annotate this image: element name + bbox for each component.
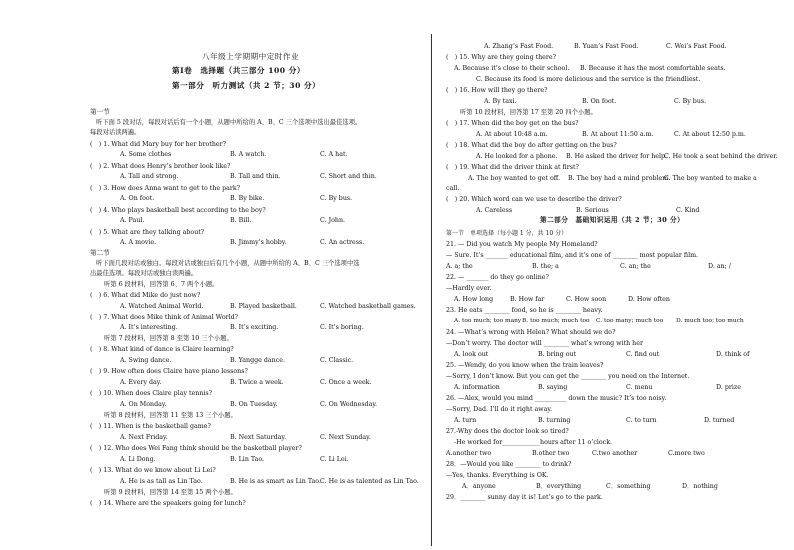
q13-option-c: C. He is as talented as Lin Tao.: [320, 478, 419, 485]
q14-option-a: A. Zhang’s Fast Food.: [484, 43, 554, 50]
question-2: ( ) 2. What does Henry’s brother look like?: [90, 163, 231, 170]
dialog-6-note: 听第 6 段材料，回答第 6、7 两个小题。: [104, 281, 219, 288]
q21-option-b: B. the; a: [532, 263, 559, 270]
q20-option-a: A. Careless: [476, 207, 513, 214]
q25-option-b: B. saying: [538, 384, 568, 391]
q9-option-b: B. Twice a week.: [230, 379, 284, 386]
question-14: ( ) 14. Where are the speakers going for lunch?: [90, 500, 246, 507]
q14-option-c: C. Wei’s Fast Food.: [666, 43, 727, 50]
q23-option-c: C. too many; much too: [596, 318, 664, 324]
q22-option-c: C. How soon: [566, 296, 607, 303]
q15-option-c: C. Because its food is more delicious and the service is the friendliest.: [476, 76, 701, 83]
q27-option-c: C.two another: [592, 450, 638, 457]
q22-option-d: D. How often: [628, 296, 670, 303]
question-8: ( ) 8. What kind of dance is Claire learning?: [90, 346, 234, 353]
question-23: 23. He eats ________ food, so he is ________ heavy.: [446, 307, 603, 314]
question-21: 21. — Did you watch My people My Homeland?: [446, 241, 598, 248]
question-26-line2: —Sorry, Dad. I’ll do it right away.: [446, 406, 553, 413]
q17-option-a: A. At about 10:48 a.m.: [476, 131, 548, 138]
question-3: ( ) 3. How does Anna want to get to the park?: [90, 185, 241, 192]
q17-option-c: C. At about 12:50 p.m.: [674, 131, 746, 138]
q7-option-b: B. It’s exciting.: [230, 324, 279, 331]
question-10: ( ) 10. When does Claire play tennis?: [90, 390, 213, 397]
q13-option-b: B. He is as smart as Lin Tao.: [230, 478, 321, 485]
q8-option-b: B. Yangge dance.: [230, 357, 285, 364]
q21-option-a: A. a; the: [446, 263, 473, 270]
q10-option-c: C. On Wednesday.: [320, 401, 378, 408]
question-22-line2: —Hardly ever.: [446, 285, 492, 292]
q20-option-c: C. Kind: [676, 207, 700, 214]
question-13: ( ) 13. What do we know about Li Lei?: [90, 467, 216, 474]
dialog-8-note: 听第 8 段材料，回答第 11 至第 13 三个小题。: [104, 412, 237, 419]
q26-option-b: B. turning: [538, 417, 571, 424]
q22-option-b: B. How far: [510, 296, 545, 303]
question-5: ( ) 5. What are they talking about?: [90, 229, 205, 236]
question-19: ( ) 19. What did the driver think at first?: [446, 164, 579, 171]
q12-option-a: A. Li Dong.: [120, 456, 156, 463]
q25-option-a: A. information: [454, 384, 500, 391]
question-1: ( ) 1. What did Mary buy for her brother?: [90, 141, 226, 148]
q5-option-a: A. A movie.: [120, 239, 157, 246]
dialog-9-note: 听第 9 段材料，回答第 14 至第 15 两个小题。: [104, 489, 237, 496]
question-20: ( ) 20. Which word can we use to describe the driver?: [446, 196, 622, 203]
q12-option-c: C. Li Lei.: [320, 456, 349, 463]
part2-section1-title: 第一节 单项选择（每小题 1 分，共 10 分）: [446, 230, 568, 237]
question-24: 24. —What’s wrong with Helen? What should we do?: [446, 329, 616, 336]
q21-option-c: C. an; the: [620, 263, 651, 270]
question-26: 26. —Alex, would you mind __________ down the music? It’s too noisy.: [446, 395, 667, 402]
q15-option-a: A. Because it’s close to their school.: [454, 65, 570, 72]
question-27-line2: -He worked for____________hours after 11 o’clock.: [454, 439, 613, 446]
q18-option-a: A. He looked for a phone.: [476, 153, 558, 160]
q3-option-b: B. By bike.: [230, 195, 265, 202]
question-27: 27.-Why does the doctor look so tired?: [446, 428, 569, 435]
q1-option-b: B. A watch.: [230, 151, 267, 158]
q13-option-a: A. He is as tall as Lin Tao.: [120, 478, 203, 485]
q14-option-b: B. Yuan’s Fast Food.: [574, 43, 639, 50]
q26-option-a: A. turn: [454, 417, 477, 424]
q8-option-c: C. Classic.: [320, 357, 354, 364]
question-24-line2: —Don’t worry. The doctor will ________ what’s wrong with her: [446, 340, 643, 347]
q4-option-b: B. Bill.: [230, 217, 252, 224]
q22-option-a: A. How long: [454, 296, 494, 303]
q18-option-b: B. He asked the driver for help.: [566, 153, 668, 160]
q5-option-c: C. An actress.: [320, 239, 365, 246]
q24-option-a: A. look out: [454, 351, 489, 358]
q26-option-d: D. turned: [704, 417, 735, 424]
q11-option-b: B. Next Saturday.: [230, 434, 287, 441]
q1-option-a: A. Some clothes: [120, 151, 172, 158]
q2-option-c: C. Short and thin.: [320, 173, 377, 180]
q27-option-d: C.more two: [668, 450, 705, 457]
q21-option-d: D. an; /: [708, 263, 731, 270]
column-divider: [431, 34, 432, 546]
question-6: ( ) 6. What did Mike do just now?: [90, 292, 201, 299]
question-15: ( ) 15. Why are they going there?: [446, 54, 557, 61]
q10-option-b: B. On Tuesday.: [230, 401, 278, 408]
q6-option-a: A. Watched Animal World.: [120, 303, 204, 310]
q28-option-d: D．nothing: [682, 483, 718, 490]
q17-option-b: B. At about 11:50 a.m.: [582, 131, 654, 138]
q2-option-a: A. Tall and strong.: [120, 173, 179, 180]
q7-option-a: A. It’s interesting.: [120, 324, 178, 331]
q27-option-b: B.other two: [532, 450, 570, 457]
part1-title: 第Ⅰ卷 选择题（共三部分 100 分）: [172, 66, 305, 75]
q4-option-a: A. Paul.: [120, 217, 145, 224]
q6-option-c: C. Watched basketball games.: [320, 303, 416, 310]
q11-option-a: A. Next Friday.: [120, 434, 168, 441]
q3-option-c: C. By bus.: [320, 195, 353, 202]
question-11: ( ) 11. When is the basketball game?: [90, 423, 211, 430]
q27-option-a: A.another two: [446, 450, 492, 457]
question-9: ( ) 9. How often does Claire have piano lessons?: [90, 368, 248, 375]
q23-option-a: A. too much; too many: [454, 318, 522, 324]
question-18: ( ) 18. What did the boy do after getting on the bus?: [446, 142, 617, 149]
dialog-7-note: 听第 7 段材料，回答第 8 至第 10 三个小题。: [104, 335, 233, 342]
q28-option-c: C．something: [606, 483, 651, 490]
question-28-line2: —Yes, thanks. Everything is OK.: [446, 472, 549, 479]
q16-option-c: C. By bus.: [674, 98, 707, 105]
q19-option-b: B. The boy had a mind problem.: [568, 175, 671, 182]
sec1-label: 第一节: [90, 108, 110, 116]
q11-option-c: C. Next Sunday.: [320, 434, 371, 441]
section1-title: 第一部分 听力测试（共 2 节；30 分）: [172, 81, 321, 90]
q16-option-a: A. By taxi.: [484, 98, 517, 105]
question-25-line2: —Sorry, I don’t know. But you can get the ________ you need on the Internet.: [446, 373, 690, 380]
q24-option-c: C. find out: [626, 351, 660, 358]
q10-option-a: A. On Monday.: [120, 401, 167, 408]
section2-title: 第二部分 基础知识运用（共 2 节；30 分）: [540, 216, 685, 224]
q12-option-b: B. Lin Tao.: [230, 456, 265, 463]
q9-option-a: A. Every day.: [120, 379, 162, 386]
sec1-instruction-2: 每段对话读两遍。: [90, 129, 141, 136]
q23-option-d: D. much too; too much: [676, 318, 744, 324]
question-28: 28．—Would you like ________ to drink?: [446, 461, 572, 468]
q1-option-c: C. A hat.: [320, 151, 348, 158]
dialog-10-note: 听第 10 段材料，回答第 17 至第 20 四个小题。: [460, 109, 597, 116]
q15-option-b: B. Because it has the most comfortable seats.: [580, 65, 726, 72]
q28-option-b: B．everything: [536, 483, 582, 490]
sec2-instruction-1: 听下面几段对话或独白。每段对话或独白后有几个小题，从题中所给的 A、B、C 三个选项中选: [96, 260, 360, 267]
question-12: ( ) 12. Who does Wei Fang think should be the basketball player?: [90, 445, 302, 452]
q28-option-a: A．anyone: [462, 483, 496, 490]
question-7: ( ) 7. What does Mike think of Animal World?: [90, 314, 239, 321]
question-17: ( ) 17. When did the boy get on the bus?: [446, 120, 579, 127]
q25-option-d: D. prize: [716, 384, 741, 391]
q9-option-c: C. Once a week.: [320, 379, 372, 386]
question-21-line2: — Sure. It’s _______ educational film, and it’s one of ________ most popular film.: [446, 252, 699, 259]
q20-option-b: B. Serious: [576, 207, 609, 214]
q7-option-c: C. It’s boring.: [320, 324, 364, 331]
question-16: ( ) 16. How will they go there?: [446, 87, 548, 94]
q19-option-a: A. The boy wanted to get off.: [468, 175, 561, 182]
q26-option-c: C. to turn: [626, 417, 657, 424]
question-29: 29．________ sunny day it is! Let’s go to the park.: [446, 494, 603, 501]
q6-option-b: B. Played basketball.: [230, 303, 297, 310]
q25-option-c: C. menu: [626, 384, 653, 391]
q23-option-b: B. too much; much too: [522, 318, 590, 324]
exam-title: 八年级上学期期中定时作业: [202, 52, 300, 61]
question-22: 22. — _______ do they go online?: [446, 274, 549, 281]
q24-option-b: B. bring out: [538, 351, 577, 358]
q3-option-a: A. On foot.: [120, 195, 155, 202]
question-25: 25. —Wendy, do you know when the train leaves?: [446, 362, 604, 369]
q19-option-c-continued: call.: [446, 185, 460, 192]
q8-option-a: A. Swing dance.: [120, 357, 172, 364]
question-4: ( ) 4. Who plays basketball best according to the boy?: [90, 207, 266, 214]
q18-option-c: C. He took a seat behind the driver.: [664, 153, 778, 160]
q19-option-c: C. The boy wanted to make a: [664, 175, 757, 182]
q5-option-b: B. Jimmy’s hobby.: [230, 239, 287, 246]
sec2-label: 第二节: [90, 249, 110, 257]
q16-option-b: B. On foot.: [582, 98, 617, 105]
q2-option-b: B. Tall and thin.: [230, 173, 281, 180]
q24-option-d: D. think of: [716, 351, 750, 358]
sec2-instruction-2: 出最佳选项。每段对话或独白读两遍。: [90, 270, 198, 277]
sec1-instruction-1: 听下面 5 段对话，每段对话后有一个小题，从题中所给的 A、B、C 三个选项中选出最佳选项。: [96, 119, 362, 126]
q4-option-c: C. John.: [320, 217, 346, 224]
